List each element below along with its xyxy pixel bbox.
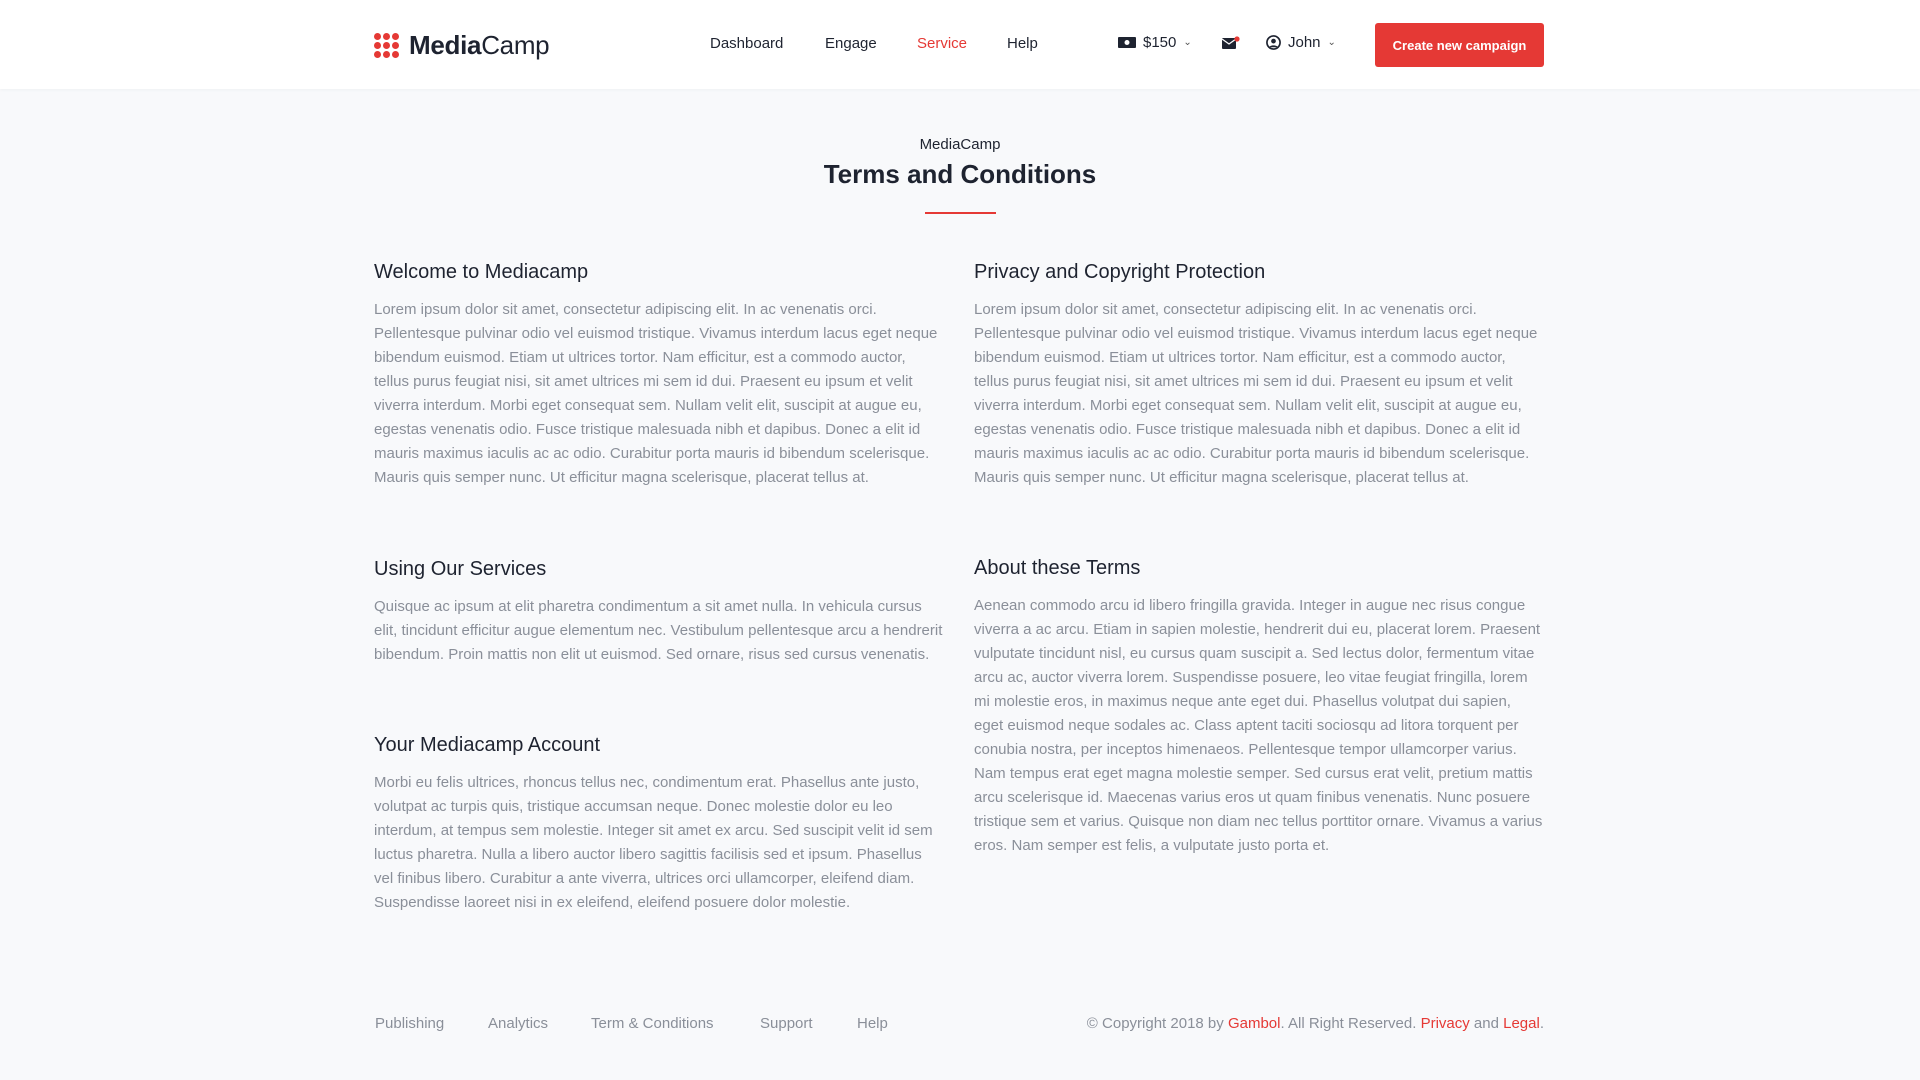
chevron-down-icon: ⌄ bbox=[1183, 37, 1192, 48]
legal-link[interactable]: Legal bbox=[1503, 1015, 1540, 1032]
privacy-link[interactable]: Privacy bbox=[1420, 1015, 1470, 1032]
section-about-terms bbox=[974, 557, 1544, 858]
section-title: Your Mediacamp Account bbox=[374, 734, 601, 756]
section-body: Quisque ac ipsum at elit pharetra condimentum a sit amet nulla. In vehicula cursus elit, tincidunt efficitur augue elementum nec. Vestibulum pellentesque arcu a hendrerit bibendum. Proin mattis non elit ut euismod. Sed ornare, risus sed cursus venenatis. bbox=[374, 598, 943, 663]
section-title: Welcome to Mediacamp bbox=[374, 261, 589, 283]
section-body: Lorem ipsum dolor sit amet, consectetur adipiscing elit. In ac venenatis orci. Pellentesque pulvinar odio vel euismod tristique. Vivamus interdum lacus eget neque bibendum euismod. Etiam ut ultrices tortor. Nam efficitur, est a commodo auctor, tellus purus feugiat nisi, sit amet ultrices mi sem id dui. Praesent eu ipsum et velit viverra interdum. Morbi eget consequat sem. Nullam velit elit, suscipit at augue eu, egestas venenatis odio. Fusce tristique malesuada nibh et dapibus. Donec a elit id mauris maximus iaculis ac ac odio. Curabitur porta mauris id bibendum scelerisque. Mauris quis semper nunc. Ut efficitur magna scelerisque, placerat tellus at. bbox=[974, 301, 1538, 486]
logo-icon bbox=[374, 33, 399, 58]
section-body: Morbi eu felis ultrices, rhoncus tellus nec, condimentum erat. Phasellus ante justo, volutpat ac turpis quis, tristique accumsan neque. Donec molestie dolor eu leo interdum, at tempus sem molestie. Integer sit amet ex arcu. Sed suscipit velit id sem luctus pharetra. Nulla a libero auctor libero sagittis facilisis sed et ipsum. Phasellus vel finibus libero. Curabitur a ante viverra, ultrices orci ullamcorper, eleifend diam. Suspendisse laoreet nisi in ex eleifend, eleifend posuere dolor molestie. bbox=[374, 774, 933, 911]
section-title: Privacy and Copyright Protection bbox=[974, 261, 1266, 283]
logo-light: Camp bbox=[481, 30, 550, 60]
nav-service[interactable]: Service bbox=[917, 35, 968, 52]
footer-link-analytics[interactable]: Analytics bbox=[488, 1015, 549, 1032]
top-navbar bbox=[0, 0, 1920, 89]
page-subtitle: MediaCamp bbox=[919, 136, 1001, 153]
footer-link-support[interactable]: Support bbox=[760, 1015, 813, 1032]
copyright-icon: © bbox=[1086, 1015, 1098, 1032]
copyright bbox=[1087, 1015, 1544, 1032]
messages-button[interactable] bbox=[1222, 36, 1240, 50]
copyright-text: and bbox=[1473, 1015, 1499, 1032]
nav-engage[interactable]: Engage bbox=[825, 35, 877, 52]
mail-icon bbox=[1222, 36, 1240, 50]
footer-link-publishing[interactable]: Publishing bbox=[375, 1015, 445, 1032]
section-privacy bbox=[974, 261, 1544, 490]
logo[interactable] bbox=[374, 30, 549, 61]
balance-amount: $150 bbox=[1143, 34, 1177, 51]
chevron-down-icon: ⌄ bbox=[1327, 37, 1336, 48]
gambol-link[interactable]: Gambol bbox=[1227, 1015, 1281, 1032]
nav-dashboard[interactable]: Dashboard bbox=[710, 35, 784, 52]
user-dropdown[interactable] bbox=[1266, 34, 1336, 51]
page-title: Terms and Conditions bbox=[823, 159, 1097, 189]
user-name: John bbox=[1288, 34, 1321, 51]
copyright-text: . bbox=[1539, 1015, 1544, 1032]
section-title: About these Terms bbox=[974, 557, 1141, 579]
section-body: Aenean commodo arcu id libero fringilla gravida. Integer in augue nec risus congue viverra a ac arcu. Etiam in sapien molestie, hendrerit dui eu, placerat lorem. Praesent vulputate tincidunt nisl, eu cursus quam suscipit a. Sed lectus dolor, fermentum vitae arcu ac, auctor viverra lorem. Suspendisse posuere, leo vitae feugiat fringilla, lorem mi molestie eros, in maximus neque ante eget dui. Phasellus volutpat dui sapien, eget euismod neque sodales ac. Class aptent taciti sociosqu ad litora torquent per conubia nostra, per inceptos himenaeos. Pellentesque tempor ullamcorper varius. Nam tempus erat eget magna molestie semper. Sed cursus erat velit, pretium mattis arcu scelerisque id. Maecenas varius eros ut quam finibus venenatis. Nunc posuere tristique sem et varius. Quisque non diam nec tellus porttitor ornare. Vivamus a varius eros. Nam semper est felis, a vulputate justo porta et. bbox=[974, 597, 1543, 854]
balance-dropdown[interactable] bbox=[1118, 34, 1192, 51]
footer-link-terms[interactable]: Term & Conditions bbox=[591, 1015, 714, 1032]
create-campaign-button[interactable]: Create new campaign bbox=[1375, 23, 1544, 67]
section-services bbox=[374, 558, 944, 667]
section-title: Using Our Services bbox=[374, 558, 547, 580]
copyright-text: Copyright 2018 by bbox=[1102, 1015, 1224, 1032]
user-icon bbox=[1266, 35, 1281, 50]
section-account bbox=[374, 734, 944, 915]
logo-bold: Media bbox=[409, 30, 482, 60]
section-welcome bbox=[374, 261, 944, 490]
footer-link-help[interactable]: Help bbox=[857, 1015, 888, 1032]
copyright-text: . All Right Reserved. bbox=[1280, 1015, 1417, 1032]
section-body: Lorem ipsum dolor sit amet, consectetur adipiscing elit. In ac venenatis orci. Pellentesque pulvinar odio vel euismod tristique. Vivamus interdum lacus eget neque bibendum euismod. Etiam ut ultrices tortor. Nam efficitur, est a commodo auctor, tellus purus feugiat nisi, sit amet ultrices mi sem id dui. Praesent eu ipsum et velit viverra interdum. Morbi eget consequat sem. Nullam velit elit, suscipit at augue eu, egestas venenatis odio. Fusce tristique malesuada nibh et dapibus. Donec a elit id mauris maximus iaculis ac ac odio. Curabitur porta mauris id bibendum scelerisque. Mauris quis semper nunc. Ut efficitur magna scelerisque, placerat tellus at. bbox=[374, 301, 938, 486]
title-divider bbox=[925, 212, 996, 214]
nav-help[interactable]: Help bbox=[1007, 35, 1038, 52]
money-icon bbox=[1118, 37, 1136, 48]
